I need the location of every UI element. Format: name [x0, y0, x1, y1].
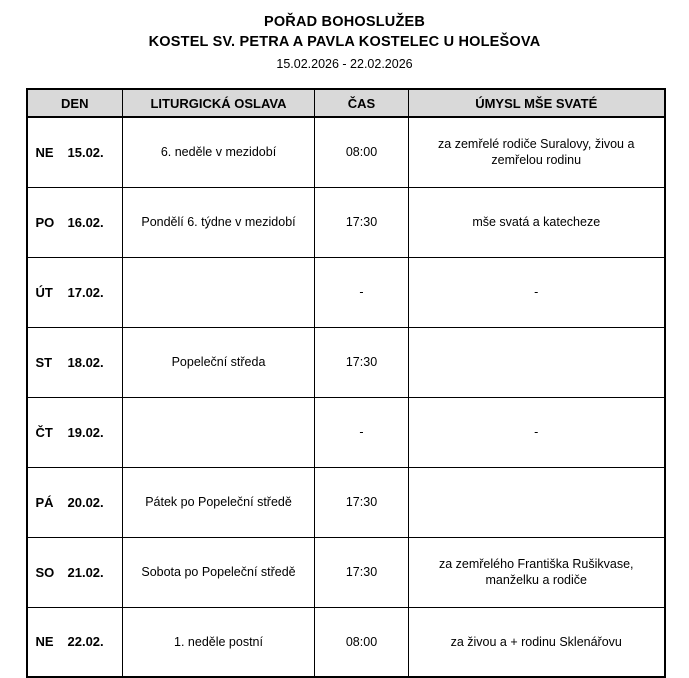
- day-date: 20.02.: [67, 494, 104, 510]
- day-date: 21.02.: [67, 564, 104, 580]
- schedule-table: [26, 88, 666, 678]
- cell-intention: [409, 467, 665, 537]
- cell-day: [27, 327, 123, 397]
- day-name: PÁ: [35, 494, 54, 510]
- day-name: SO: [35, 564, 55, 580]
- cell-intention: za zemřelé rodiče Suralovy, živou a zemřelou rodinu: [409, 117, 665, 187]
- cell-day: [27, 607, 123, 677]
- table-row: [27, 187, 665, 257]
- day-date: 19.02.: [67, 424, 104, 440]
- day-name: PO: [35, 214, 55, 230]
- day-date: 17.02.: [67, 284, 104, 300]
- cell-celebration: [123, 257, 315, 327]
- column-header-den: DEN: [27, 89, 123, 117]
- cell-celebration: [123, 397, 315, 467]
- cell-time: 08:00: [315, 607, 409, 677]
- cell-intention: za živou a + rodinu Sklenářovu: [409, 607, 665, 677]
- cell-celebration: Pátek po Popeleční středě: [123, 467, 315, 537]
- day-name: ÚT: [35, 284, 53, 300]
- cell-intention: mše svatá a katecheze: [409, 187, 665, 257]
- cell-day: [27, 117, 123, 187]
- day-date: 16.02.: [67, 214, 104, 230]
- cell-time: -: [315, 397, 409, 467]
- table-header: [27, 89, 665, 117]
- table-row: [27, 467, 665, 537]
- cell-time: 17:30: [315, 187, 409, 257]
- cell-time: 17:30: [315, 537, 409, 607]
- cell-time: 17:30: [315, 467, 409, 537]
- cell-intention: [409, 327, 665, 397]
- table-row: [27, 537, 665, 607]
- day-date: 18.02.: [67, 354, 104, 370]
- cell-time: 17:30: [315, 327, 409, 397]
- table-row: [27, 257, 665, 327]
- page-subtitle: KOSTEL SV. PETRA A PAVLA KOSTELEC U HOLEŠOVA: [148, 34, 541, 50]
- page-title: POŘAD BOHOSLUŽEB: [263, 14, 426, 30]
- cell-day: [27, 537, 123, 607]
- day-date: 15.02.: [67, 144, 104, 160]
- column-header-liturgicka-oslava: LITURGICKÁ OSLAVA: [123, 89, 315, 117]
- cell-intention: za zemřelého Františka Rušikvase, manželku a rodiče: [409, 537, 665, 607]
- cell-celebration: Popeleční středa: [123, 327, 315, 397]
- table-body: [27, 117, 665, 677]
- cell-intention: -: [409, 257, 665, 327]
- table-header-row: [27, 89, 665, 117]
- cell-intention: -: [409, 397, 665, 467]
- table-row: [27, 117, 665, 187]
- column-header-umysl-mse-svate: ÚMYSL MŠE SVATÉ: [409, 89, 665, 117]
- cell-time: 08:00: [315, 117, 409, 187]
- table-row: [27, 327, 665, 397]
- table-row: [27, 397, 665, 467]
- cell-celebration: 1. neděle postní: [123, 607, 315, 677]
- day-name: ČT: [35, 424, 53, 440]
- cell-day: [27, 397, 123, 467]
- date-range: 15.02.2026 - 22.02.2026: [276, 57, 413, 71]
- cell-celebration: 6. neděle v mezidobí: [123, 117, 315, 187]
- cell-celebration: Sobota po Popeleční středě: [123, 537, 315, 607]
- schedule-table-wrapper: [26, 88, 664, 678]
- cell-day: [27, 187, 123, 257]
- table-row: [27, 607, 665, 677]
- document-header: [0, 0, 689, 74]
- cell-celebration: Pondělí 6. týdne v mezidobí: [123, 187, 315, 257]
- day-name: NE: [35, 144, 54, 160]
- day-date: 22.02.: [67, 634, 104, 650]
- column-header-cas: ČAS: [315, 89, 409, 117]
- cell-time: -: [315, 257, 409, 327]
- cell-day: [27, 257, 123, 327]
- cell-day: [27, 467, 123, 537]
- day-name: NE: [35, 634, 54, 650]
- day-name: ST: [35, 354, 53, 370]
